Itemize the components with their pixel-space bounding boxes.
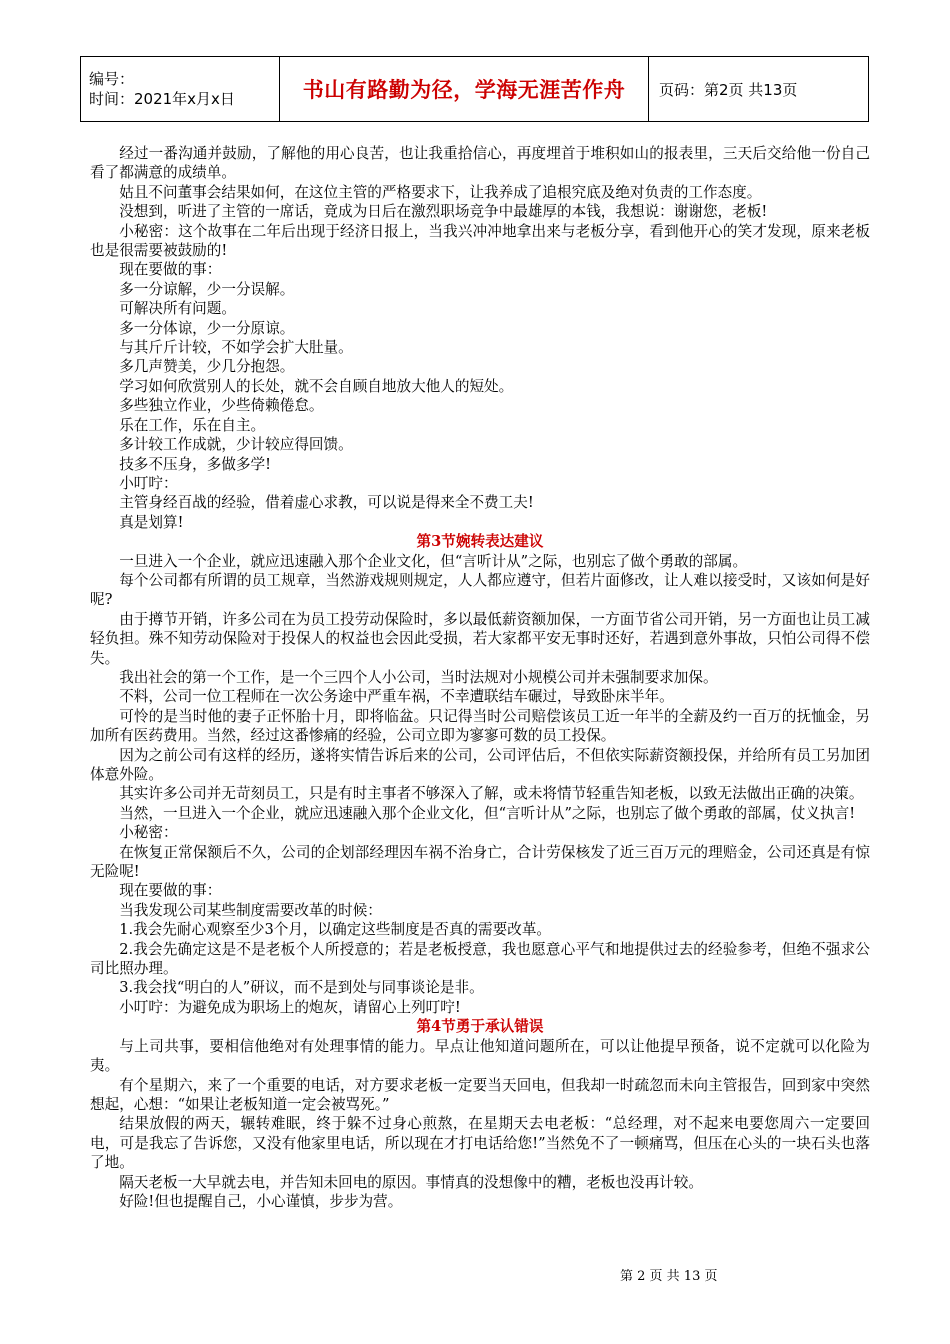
paragraph: 多几声赞美，少几分抱怨。 xyxy=(119,358,295,376)
paragraph: 现在要做的事： xyxy=(119,882,222,900)
paragraph: 多计较工作成就，少计较应得回馈。 xyxy=(119,436,353,454)
paragraph: 可解决所有问题。 xyxy=(119,300,236,318)
document-body xyxy=(90,144,870,1211)
header-motto: 书山有路勤为径，学海无涯苦作舟 xyxy=(280,57,649,122)
paragraph: 现在要做的事： xyxy=(119,261,222,279)
paragraph: 经过一番沟通并鼓励，了解他的用心良苦，也让我重拾信心，再度埋首于堆积如山的报表里，三天后交给他一份自己看了都满意的成绩单。 xyxy=(90,145,870,182)
paragraph: 多些独立作业，少些倚赖倦怠。 xyxy=(119,397,324,415)
paragraph: 我出社会的第一个工作，是一个三四个人小公司，当时法规对小规模公司并未强制要求加保。 xyxy=(119,668,718,686)
paragraph: 真是划算! xyxy=(119,513,184,531)
paragraph: 小叮咛： xyxy=(119,474,178,492)
paragraph: 与上司共事，要相信他绝对有处理事情的能力。早点让他知道问题所在，可以让他提早预备，说不定就可以化险为夷。 xyxy=(90,1037,870,1075)
paragraph: 每个公司都有所谓的员工规章，当然游戏规则规定，人人都应遵守，但若片面修改，让人难以接受时，又该如何是好呢? xyxy=(90,571,870,609)
paragraph: 与其斤斤计较，不如学会扩大肚量。 xyxy=(119,339,353,357)
page-footer: 第 2 页 共 13 页 xyxy=(620,1269,718,1284)
paragraph: 多一分谅解，少一分误解。 xyxy=(119,280,295,298)
paragraph: 小叮咛：为避免成为职场上的炮灰，请留心上列叮咛! xyxy=(119,998,461,1016)
header-meta xyxy=(81,57,280,122)
paragraph: 好险!但也提醒自己，小心谨慎，步步为营。 xyxy=(119,1192,403,1210)
paragraph: 1.我会先耐心观察至少3个月，以确定这些制度是否真的需要改革。 xyxy=(119,921,552,939)
paragraph: 多一分体谅，少一分原谅。 xyxy=(119,319,295,337)
paragraph: 结果放假的两天，辗转难眠，终于躲不过身心煎熬，在星期天去电老板：“总经理，对不起来电要您周六一定要回电，可是我忘了告诉您，又没有他家里电话，所以现在才打电话给您!”当然免不了一顿痛骂，但压在心头的一块石头也落了地。 xyxy=(90,1115,870,1172)
paragraph: 当然，一旦进入一个企业，就应迅速融入那个企业文化，但“言听计从”之际，也别忘了做个勇敢的部属，仗义执言! xyxy=(119,804,856,822)
paragraph: 学习如何欣赏别人的长处，就不会自顾自地放大他人的短处。 xyxy=(119,377,514,395)
paragraph: 有个星期六，来了一个重要的电话，对方要求老板一定要当天回电，但我却一时疏忽而未向主管报告，回到家中突然想起，心想：“如果让老板知道一定会被骂死。” xyxy=(90,1076,870,1113)
serial-number-label: 编号： xyxy=(89,70,135,88)
paragraph: 3.我会找“明白的人”研议，而不是到处与同事谈论是非。 xyxy=(119,979,484,997)
paragraph: 因为之前公司有这样的经历，遂将实情告诉后来的公司，公司评估后，不但依实际薪资额投保，并给所有员工另加团体意外险。 xyxy=(90,746,870,783)
paragraph: 在恢复正常保额后不久，公司的企划部经理因车祸不治身亡，合计劳保核发了近三百万元的理赔金，公司还真是有惊无险呢! xyxy=(90,843,870,881)
document-header xyxy=(80,56,869,122)
paragraph: 可怜的是当时他的妻子正怀胎十月，即将临盆。只记得当时公司赔偿该员工近一年半的全薪及约一百万的抚恤金，另加所有医药费用。当然，经过这番惨痛的经验，公司立即为寥寥可数的员工投保。 xyxy=(90,707,870,745)
date-label: 时间：2021年x月x日 xyxy=(89,90,235,108)
paragraph: 乐在工作，乐在自主。 xyxy=(119,416,266,434)
section-heading: 第3节婉转表达建议 xyxy=(416,533,544,551)
paragraph: 姑且不问董事会结果如何，在这位主管的严格要求下，让我养成了追根究底及绝对负责的工作态度。 xyxy=(119,183,762,201)
paragraph: 由于撙节开销，许多公司在为员工投劳动保险时，多以最低薪资额加保，一方面节省公司开销，另一方面也让员工减轻负担。殊不知劳动保险对于投保人的权益也会因此受损，若大家都平安无事时还好，若遇到意外事故，只怕公司得不偿失。 xyxy=(90,610,870,667)
paragraph: 小秘密：这个故事在二年后出现于经济日报上，当我兴冲冲地拿出来与老板分享，看到他开心的笑才发现，原来老板也是很需要被鼓励的! xyxy=(90,222,870,260)
paragraph: 当我发现公司某些制度需要改革的时候： xyxy=(119,901,382,919)
header-page-info: 页码：第2页 共13页 xyxy=(649,57,869,122)
paragraph: 小秘密： xyxy=(119,824,178,842)
paragraph: 不料，公司一位工程师在一次公务途中严重车祸，不幸遭联结车碾过，导致卧床半年。 xyxy=(119,688,674,706)
paragraph: 隔天老板一大早就去电，并告知未回电的原因。事情真的没想像中的糟，老板也没再计较。 xyxy=(119,1173,703,1191)
paragraph: 其实许多公司并无苛刻员工，只是有时主事者不够深入了解，或未将情节轻重告知老板，以致无法做出正确的决策。 xyxy=(119,785,864,803)
section-heading: 第4节勇于承认错误 xyxy=(416,1018,544,1036)
paragraph: 没想到，听进了主管的一席话，竟成为日后在激烈职场竞争中最雄厚的本钱，我想说：谢谢您，老板! xyxy=(119,203,768,221)
paragraph: 技多不压身，多做多学! xyxy=(119,455,271,473)
paragraph: 主管身经百战的经验，借着虚心求教，可以说是得来全不费工夫! xyxy=(119,494,534,512)
paragraph: 一旦进入一个企业，就应迅速融入那个企业文化，但“言听计从”之际，也别忘了做个勇敢的部属。 xyxy=(119,552,748,570)
paragraph: 2.我会先确定这是不是老板个人所授意的；若是老板授意，我也愿意心平气和地提供过去的经验参考，但绝不强求公司比照办理。 xyxy=(90,940,870,978)
